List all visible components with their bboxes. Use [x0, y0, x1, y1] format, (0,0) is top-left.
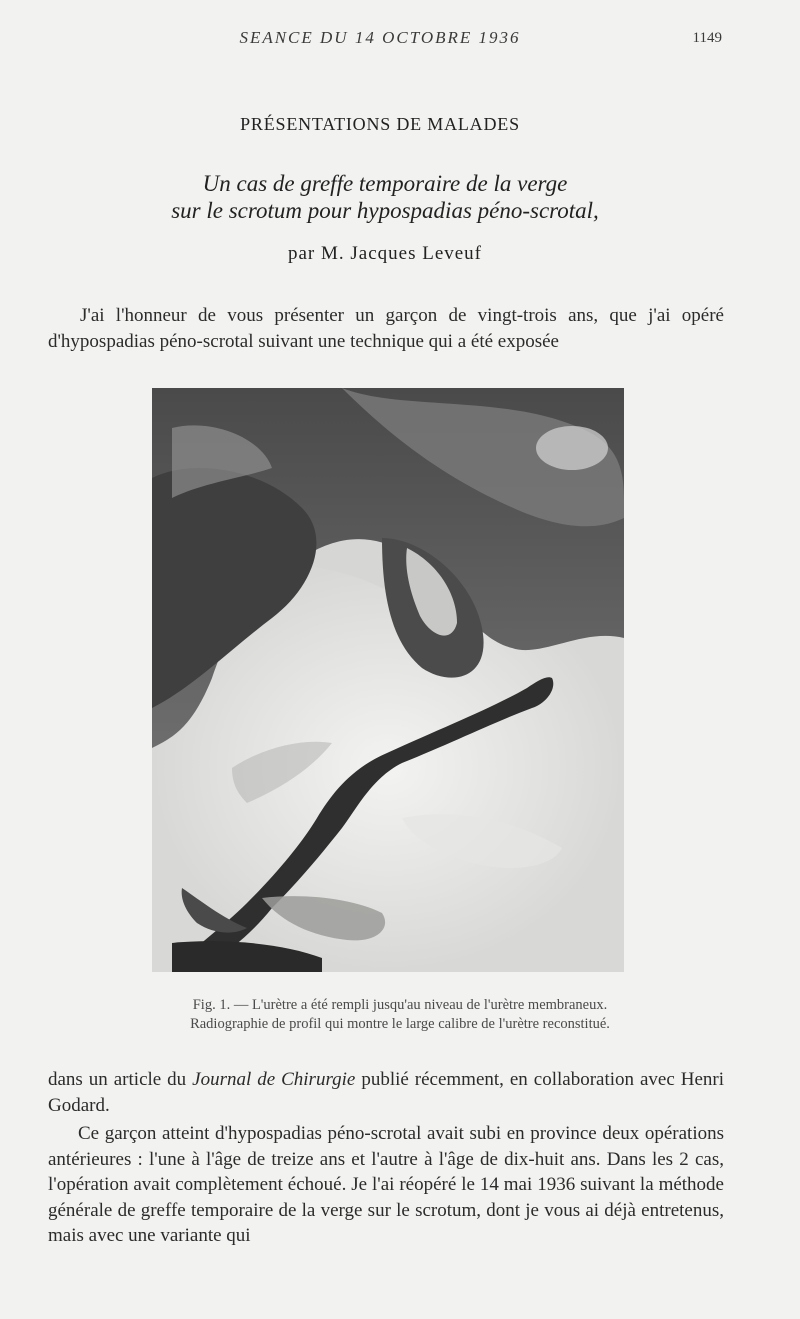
running-title: SEANCE DU 14 OCTOBRE 1936 — [239, 28, 521, 47]
continuation-paragraph — [48, 1067, 724, 1118]
continuation-text-after: publié récemment, en collaboration avec Henri Godard. — [48, 1069, 724, 1116]
figure-caption — [62, 996, 738, 1034]
running-head — [0, 28, 800, 52]
caption-line-2: Radiographie de profil qui montre le large calibre de l'urètre reconstitué. — [190, 1016, 610, 1032]
intro-paragraph: J'ai l'honneur de vous présenter un garçon de vingt-trois ans, que j'ai opéré d'hypospadias péno-scrotal suivant une technique qui a été exposée — [48, 305, 724, 352]
article-title-line-1: Un cas de greffe temporaire de la verge — [202, 171, 568, 196]
section-title: PRÉSENTATIONS DE MALADES — [240, 114, 520, 134]
byline: par M. Jacques Leveuf — [287, 243, 483, 264]
page-number: 1149 — [692, 30, 722, 46]
article-title-line-2: sur le scrotum pour hypospadias péno-scrotal, — [171, 198, 599, 223]
continuation-text-before: dans un article du — [48, 1069, 193, 1090]
journal-name: Journal de Chirurgie — [192, 1069, 356, 1090]
caption-line-1: Fig. 1. — L'urètre a été rempli jusqu'au niveau de l'urètre membraneux. — [192, 997, 608, 1013]
next-paragraph: Ce garçon atteint d'hypospadias péno-scrotal avait subi en province deux opérations antérieures : l'une à l'âge de treize ans et l'autre à l'âge de dix-huit ans. Dans les 2 cas, l'opération avait complètement échoué. Je l'ai réopéré le 14 mai 1936 suivant la méthode générale de greffe temporaire de la verge sur le scrotum, dont je vous ai déjà entretenus, mais avec une variante qui — [48, 1123, 724, 1246]
article-title — [0, 170, 770, 224]
radiograph-image — [152, 388, 624, 972]
